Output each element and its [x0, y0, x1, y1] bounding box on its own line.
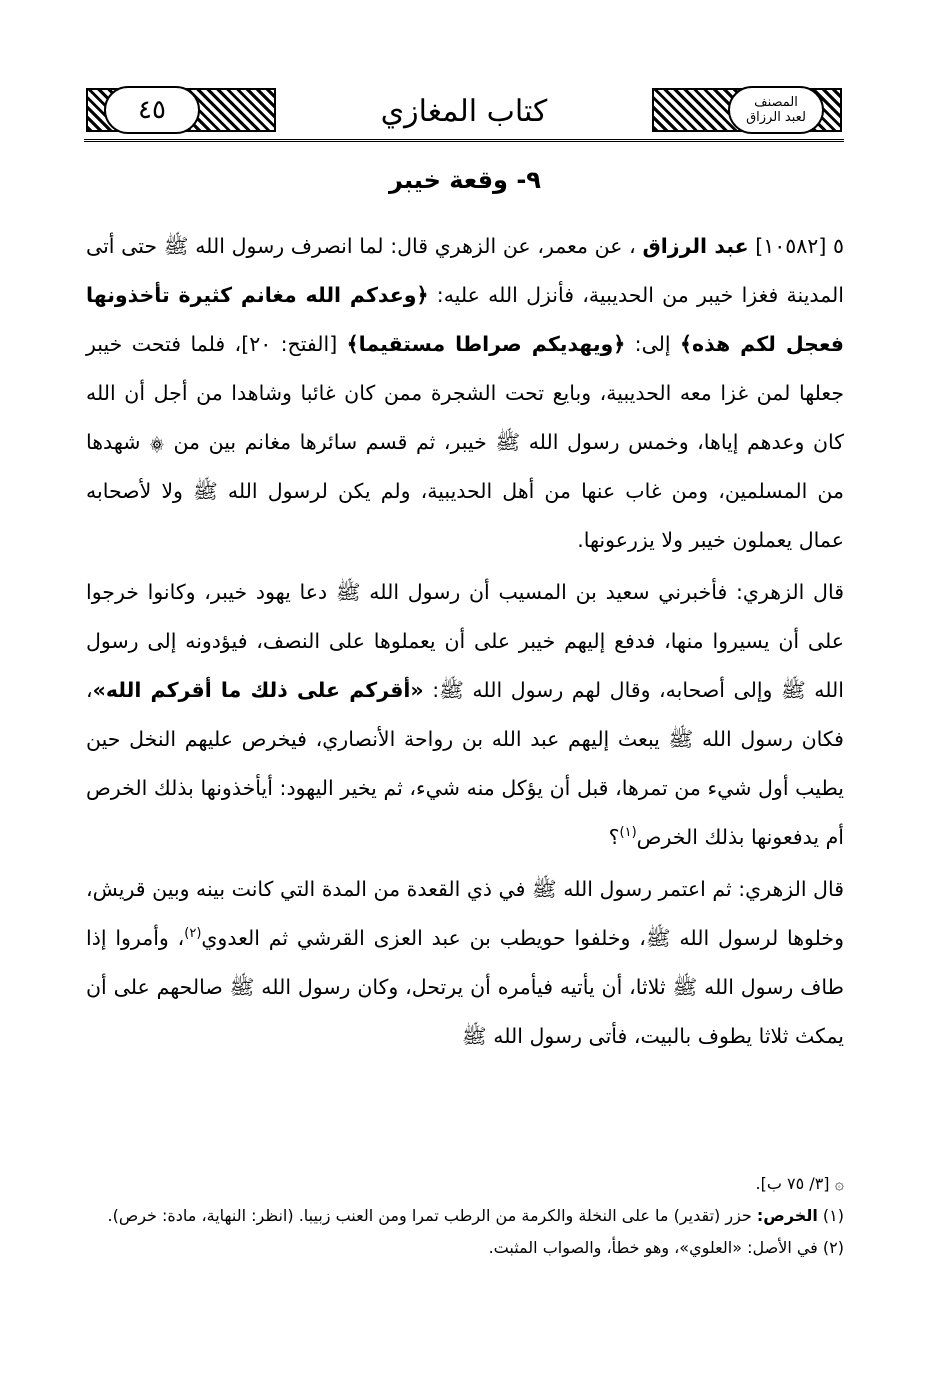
quran-citation: [الفتح: ٢٠]: [241, 332, 338, 356]
quran-quote-1: ﴿وعدكم الله مغانم كثيرة تأخذونها فعجل لكم هذه﴾: [86, 283, 844, 356]
page-break-marker: ۞: [149, 430, 165, 454]
footnote-marker-ref: ۞ [٣/ ٧٥ ب].: [755, 1174, 844, 1193]
footnote-1-term: الخرص:: [756, 1206, 818, 1225]
page-number-cartouche: [104, 86, 200, 134]
para1-text-a: ، عن معمر، عن الزهري قال: لما انصرف رسول الله ﷺ حتى أتى المدينة فغزا خيبر من الحديبية، فأنزل الله عليه:: [86, 234, 844, 307]
main-text: [86, 222, 844, 1064]
footnote-1: [86, 1200, 844, 1232]
section-heading: ٩- وقعة خيبر: [389, 166, 541, 194]
para1-text-c: ، فلما فتحت خيبر جعلها لمن غزا معه الحديبية، وبايع تحت الشجرة ممن كان غائبا وشاهدا من أجل أن الله كان وعدهم إياها، وخمس رسول الله ﷺ خيبر، ثم قسم سائرها مغانم بين من: [86, 332, 844, 454]
para2-text-a: قال الزهري: فأخبرني سعيد بن المسيب أن رسول الله ﷺ دعا يهود خيبر، وكانوا خرجوا على أن يسيروا منها، فدفع إليهم خيبر على أن يعملوها على النصف، فيؤدونه إلى رسول الله ﷺ وإلى أصحابه، وقال لهم رسول الله ﷺ:: [86, 580, 844, 702]
paragraph-3: [86, 865, 844, 1061]
footnote-ref-1[interactable]: (١): [619, 825, 637, 841]
footnote-1-number: (١): [822, 1206, 844, 1225]
para1-text-b: إلى:: [634, 332, 671, 356]
para3-text-a: قال الزهري: ثم اعتمر رسول الله ﷺ في ذي القعدة من المدة التي كانت بينه وبين قريش، وخلوها لرسول الله ﷺ، وخلفوا حويطب بن عبد العزى القرشي ثم العدوي: [86, 877, 844, 950]
footnote-1-text: حزر (تقدير) ما على النخلة والكرمة من الرطب تمرا ومن العنب زبيبا. (انظر: النهاية، مادة: خرص).: [107, 1206, 752, 1225]
footnote-ref-2[interactable]: (٢): [184, 926, 202, 942]
book-badge-cartouche: [728, 86, 824, 134]
page-number: ٤٥: [138, 95, 166, 125]
para2-text-b: ، فكان رسول الله ﷺ يبعث إليهم عبد الله بن رواحة الأنصاري، فيخرص عليهم النخل حين يطيب أول شيء من تمرها، قبل أن يؤكل منه شيء، ثم يخير اليهود: أيأخذونها بذلك الخرص أم يدفعونها بذلك الخرص: [86, 678, 844, 849]
author-name: عبد الرزاق: [642, 234, 749, 258]
footnote-2: (٢) في الأصل: «العلوي»، وهو خطأ، والصواب المثبت.: [488, 1238, 844, 1257]
para3-text-b: ، وأمروا إذا طاف رسول الله ﷺ ثلاثا، أن يأتيه فيأمره أن يرتحل، وكان رسول الله ﷺ صالحهم على أن يمكث ثلاثا يطوف بالبيت، فأتى رسول الله ﷺ: [86, 926, 844, 1048]
paragraph-2: [86, 568, 844, 862]
title-panel: [314, 86, 614, 136]
quran-quote-2: ﴿ويهديكم صراطا مستقيما﴾: [346, 332, 626, 356]
prophet-quote: «أقركم على ذلك ما أقركم الله»: [92, 678, 424, 702]
footnotes: [86, 1168, 844, 1264]
page-header: [84, 80, 844, 142]
para2-end: ؟: [608, 825, 620, 849]
book-badge: [746, 95, 806, 125]
book-badge-line1: المصنف: [754, 95, 798, 110]
para1-text-d: شهدها من المسلمين، ومن غاب عنها من أهل الحديبية، ولم يكن لرسول الله ﷺ ولا لأصحابه عمال يعملون خيبر ولا يزرعونها.: [86, 430, 844, 552]
paragraph-1: [86, 222, 844, 565]
book-title: كتاب المغازي: [380, 93, 548, 129]
book-badge-line2: لعبد الرزاق: [746, 110, 806, 125]
hadith-number: ٥ [١٠٥٨٢]: [755, 234, 844, 258]
